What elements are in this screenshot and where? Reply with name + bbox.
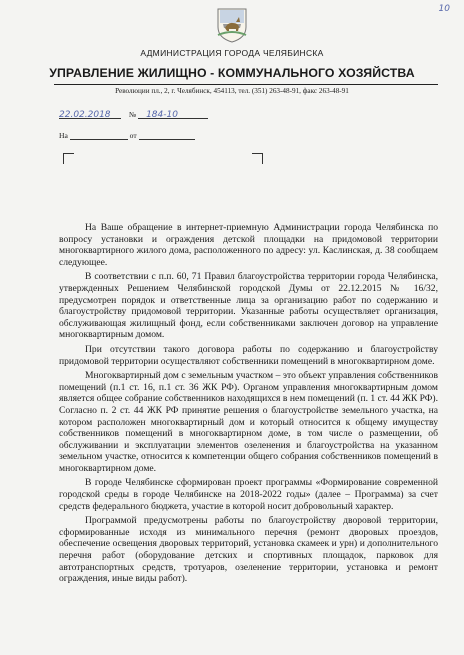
paragraph: В городе Челябинске сформирован проект программы «Формирование современной городской среды в городе Челябинске на 2018-2022 годы» (далее – Программа) за счет средств федерального бюджета, участие в которой носит добровольный характер. [59, 477, 438, 512]
address-block-corner-left [63, 153, 74, 164]
paragraph: При отсутствии такого договора работы по содержанию и благоустройству придомовой территории осуществляют собственники помещений в многоквартирном доме. [59, 343, 438, 367]
letter-body [59, 222, 438, 588]
coat-of-arms-icon [215, 7, 249, 43]
number-label: № [128, 110, 137, 119]
registration-date: 22.02.2018 [59, 110, 111, 120]
paragraph: В соответствии с п.п. 60, 71 Правил благоустройства территории города Челябинска, утвержденных Решением Челябинской городской Думы от 22.12.2015 № 16/32, предусмотрен порядок и ответственные лица за организацию работ по содержанию и благоустройству придомовой территории. Указанные работы осуществляет организация, обслуживающая жилищный фонд, если собственниками заключен договор на управление многоквартирным домом. [59, 271, 438, 341]
department-title: УПРАВЛЕНИЕ ЖИЛИЩНО - КОММУНАЛЬНОГО ХОЗЯЙСТВА [49, 66, 415, 80]
registration-number: 184-10 [146, 110, 178, 120]
address-block-corner-right [252, 153, 263, 164]
paragraph: Многоквартирный дом с земельным участком – это объект управления собственников помещений (п.1 ст. 16, п.1 ст. 36 ЖК РФ). Органом управления многоквартирным домом является общее собрание собственников находящихся в нем помещений (п. 1 ст. 44 ЖК РФ). Согласно п. 2 ст. 44 ЖК РФ принятие решения о благоустройстве земельного участка, на котором расположен многоквартирный дом и который относится к общему имуществу собственников помещений в многоквартирном доме, в том числе о размещении, об обслуживании и эксплуатации элементов озеленения и благоустройства на указанном земельном участке, относится к компетенции общего собрания собственников помещений в многоквартирном доме. [59, 370, 438, 474]
administration-name: АДМИНИСТРАЦИЯ ГОРОДА ЧЕЛЯБИНСКА [140, 48, 324, 58]
paragraph: На Ваше обращение в интернет-приемную Администрации города Челябинска по вопросу установки и ограждения детской площадки на придомовой территории многоквартирного жилого дома, расположенного по адресу: ул. Каслинская, д. 38 сообщаем следующее. [59, 222, 438, 268]
ref-label: На [59, 131, 68, 140]
registration-date-line [59, 110, 208, 119]
paragraph: Программой предусмотрены работы по благоустройству дворовой территории, сформированные исходя из минимального перечня (ремонт дворовых проездов, обеспечение освещения дворовых территорий, установка скамеек и урн) и дополнительного перечня работ (оборудование детских и спортивных площадок, парковок для автотранспортных средств, тротуаров, озеленение территории, установка и ремонт ограждения, иные виды работ). [59, 515, 438, 585]
reference-line [59, 131, 195, 140]
header-divider [54, 84, 438, 85]
from-label: от [129, 131, 137, 140]
department-address: Революции пл., 2, г. Челябинск, 454113, тел. (351) 263-48-91, факс 263-48-91 [115, 87, 349, 95]
page-number: 10 [438, 4, 450, 14]
